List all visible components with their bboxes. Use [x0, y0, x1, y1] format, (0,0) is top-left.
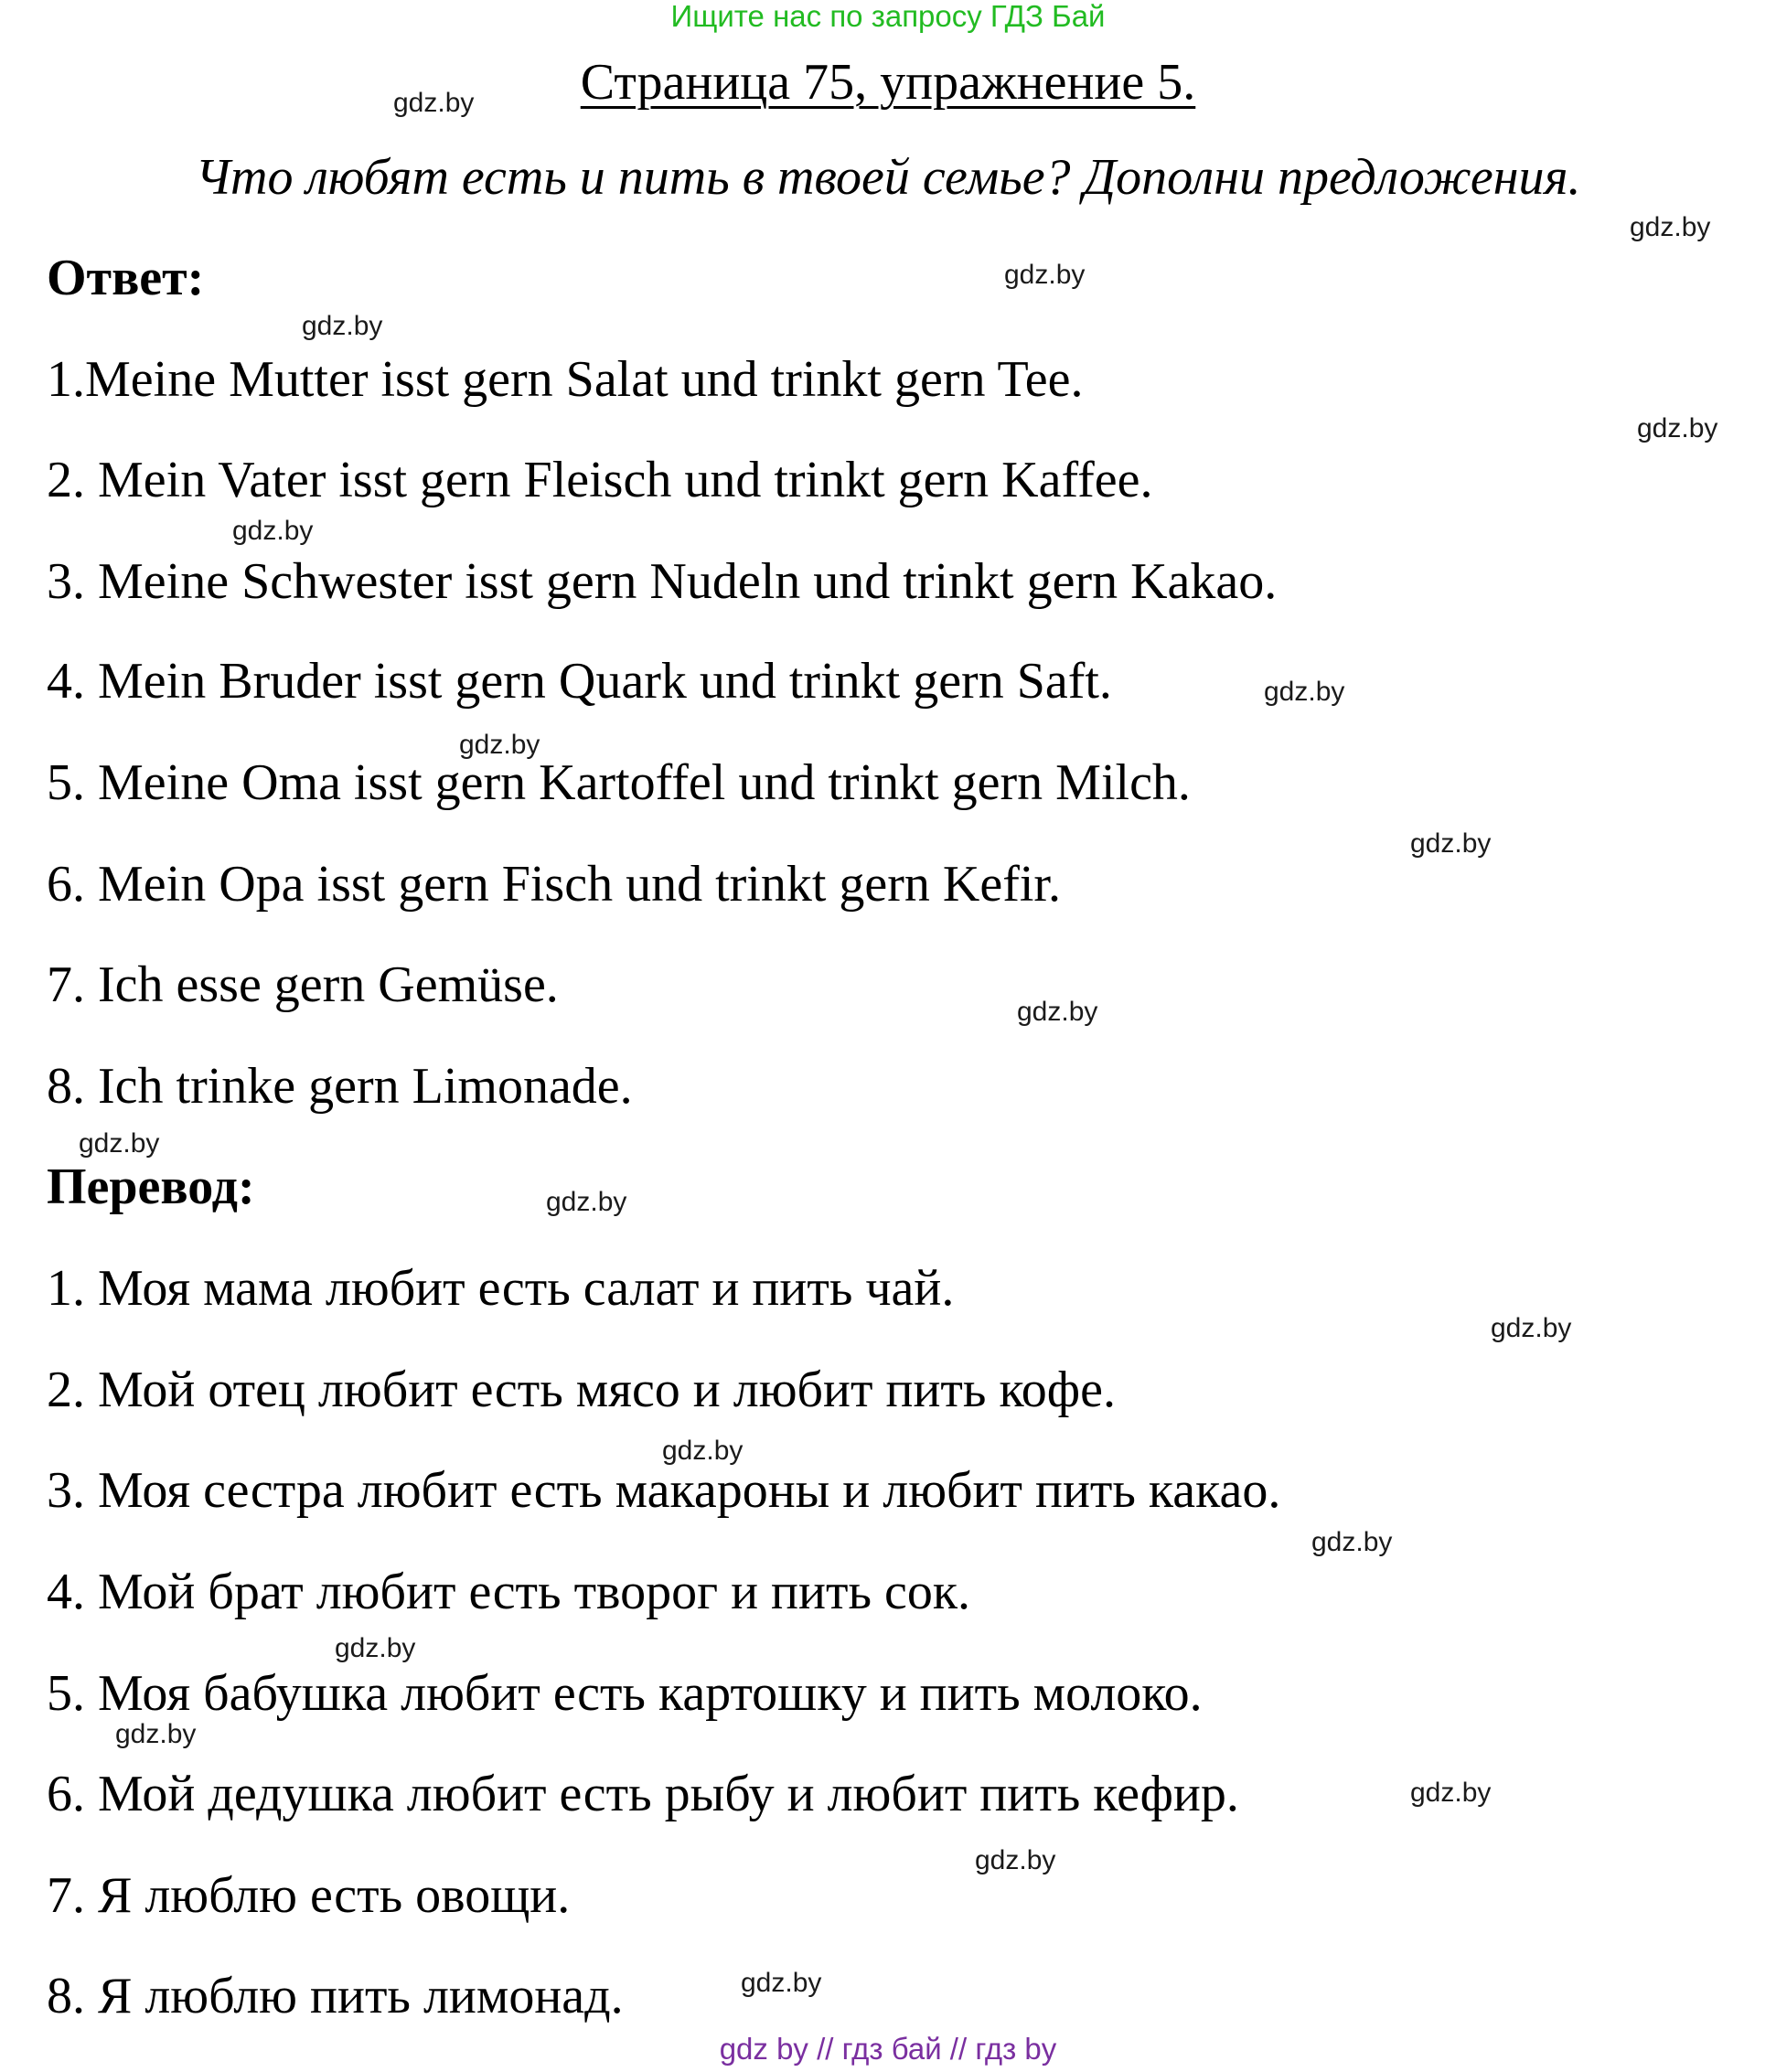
watermark: gdz.by	[546, 1187, 627, 1217]
translation-line: 2. Мой отец любит есть мясо и любит пить кофе.	[47, 1362, 1116, 1418]
translation-line: 5. Моя бабушка любит есть картошку и пить молоко.	[47, 1665, 1203, 1722]
watermark: gdz.by	[1637, 413, 1718, 443]
watermark: gdz.by	[1630, 212, 1711, 242]
watermark: gdz.by	[393, 88, 475, 118]
watermark: gdz.by	[1017, 997, 1098, 1027]
answer-line: 8. Ich trinke gern Limonade.	[47, 1058, 633, 1115]
translation-line: 8. Я люблю пить лимонад.	[47, 1968, 624, 2024]
translation-line: 1. Моя мама любит есть салат и пить чай.	[47, 1260, 955, 1317]
watermark: gdz.by	[115, 1719, 197, 1749]
answer-line: 2. Mein Vater isst gern Fleisch und trinkt gern Kaffee.	[47, 452, 1153, 508]
translation-line: 6. Мой дедушка любит есть рыбу и любит пить кефир.	[47, 1766, 1239, 1822]
top-banner: Ищите нас по запросу ГДЗ Бай	[670, 0, 1106, 33]
answer-line: 1.Meine Mutter isst gern Salat und trinkt gern Tee.	[47, 351, 1084, 408]
watermark: gdz.by	[1410, 828, 1492, 859]
translation-line: 4. Мой брат любит есть творог и пить сок.	[47, 1564, 971, 1620]
answer-line: 5. Meine Oma isst gern Kartoffel und trinkt gern Milch.	[47, 754, 1191, 811]
watermark: gdz.by	[1264, 677, 1345, 707]
watermark: gdz.by	[335, 1633, 416, 1663]
watermark: gdz.by	[1491, 1313, 1572, 1343]
watermark: gdz.by	[1004, 260, 1086, 290]
watermark: gdz.by	[232, 516, 314, 546]
answer-line: 3. Meine Schwester isst gern Nudeln und trinkt gern Kakao.	[47, 553, 1278, 610]
answer-line: 6. Mein Opa isst gern Fisch und trinkt gern Kefir.	[47, 856, 1061, 913]
answer-line: 7. Ich esse gern Gemüse.	[47, 956, 559, 1013]
watermark: gdz.by	[1311, 1527, 1393, 1557]
watermark: gdz.by	[1410, 1778, 1492, 1808]
answer-line: 4. Mein Bruder isst gern Quark und trinkt gern Saft.	[47, 653, 1112, 710]
exercise-prompt: Что любят есть и пить в твоей семье? Дополни предложения.	[195, 149, 1581, 206]
translation-line: 3. Моя сестра любит есть макароны и любит пить какао.	[47, 1462, 1281, 1519]
page-title: Страница 75, упражнение 5.	[580, 54, 1196, 111]
watermark: gdz.by	[459, 730, 540, 760]
watermark: gdz.by	[302, 311, 383, 341]
translation-heading: Перевод:	[47, 1159, 255, 1215]
footer-links: gdz by // гдз бай // гдз by	[719, 2032, 1057, 2066]
watermark: gdz.by	[79, 1128, 160, 1159]
translation-line: 7. Я люблю есть овощи.	[47, 1867, 571, 1924]
watermark: gdz.by	[975, 1845, 1056, 1875]
watermark: gdz.by	[741, 1968, 822, 1998]
watermark: gdz.by	[662, 1436, 744, 1466]
answer-heading: Ответ:	[47, 250, 205, 306]
